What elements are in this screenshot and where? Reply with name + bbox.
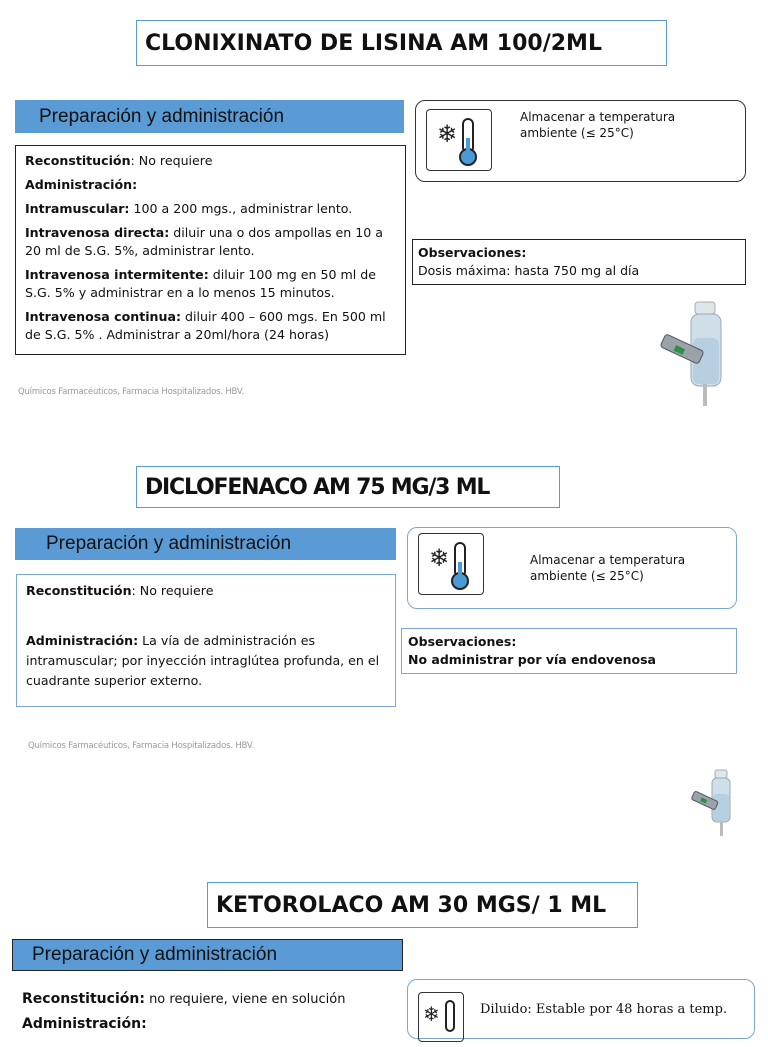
prep-header-text: Preparación y administración: [32, 944, 278, 965]
observations-box: [412, 239, 746, 285]
observations-value: Dosis máxima: hasta 750 mg al día: [418, 263, 640, 278]
prep-box: [16, 574, 396, 707]
storage-box: [415, 100, 746, 182]
vial-syringe-icon: [690, 768, 740, 838]
administration-label: Administración:: [22, 1016, 147, 1032]
prep-header-text: Preparación y administración: [46, 533, 292, 554]
im-line: Intramuscular: 100 a 200 mgs., administrar lento.: [25, 201, 353, 216]
storage-text: Diluido: Estable por 48 horas a temp.: [480, 1002, 728, 1017]
prep-box: [12, 980, 404, 1040]
ivd-line: Intravenosa directa: diluir una o dos ampollas en 10 a 20 ml de S.G. 5%, administrar lento.: [25, 225, 383, 258]
svg-text:❄: ❄: [437, 120, 458, 148]
ivc-line: Intravenosa continua: diluir 400 – 600 mgs. En 500 ml de S.G. 5% . Administrar a 20ml/hora (24 horas): [25, 309, 386, 342]
observations-box: [401, 628, 737, 674]
drug-title: [207, 882, 638, 928]
observations-label: Observaciones:: [408, 634, 517, 649]
reconstitution-line: Reconstitución: no requiere, viene en solución: [22, 991, 346, 1007]
administration-line: Administración: La vía de administración es intramuscular; por inyección intraglútea profunda, en el cuadrante superior externo.: [26, 633, 380, 688]
drug-title: [136, 466, 560, 508]
vial-syringe-icon: [655, 298, 735, 410]
drug-title: [136, 20, 667, 66]
prep-header: [12, 939, 403, 971]
svg-text:❄: ❄: [423, 1002, 440, 1026]
prep-header: [15, 528, 396, 560]
thermometer-snowflake-icon: [418, 992, 464, 1042]
thermometer-snowflake-icon: [418, 533, 484, 595]
svg-text:❄: ❄: [429, 544, 450, 572]
prep-header: [15, 100, 404, 133]
administration-label: Administración:: [25, 177, 138, 192]
storage-box: [407, 979, 755, 1039]
thermometer-snowflake-icon: [426, 109, 492, 171]
footer-credit: Químicos Farmacéuticos, Farmacia Hospitalizados. HBV.: [28, 741, 254, 751]
reconstitution-line: Reconstitución: No requiere: [26, 583, 214, 598]
drug-title-text: DICLOFENACO AM 75 MG/3 ML: [145, 474, 490, 500]
drug-title-text: CLONIXINATO DE LISINA AM 100/2ML: [145, 30, 602, 56]
observations-value: No administrar por vía endovenosa: [408, 652, 656, 667]
ivi-line: Intravenosa intermitente: diluir 100 mg en 50 ml de S.G. 5% y administrar en a lo menos 15 minutos.: [25, 267, 376, 300]
observations-label: Observaciones:: [418, 245, 527, 260]
prep-box: [15, 145, 406, 355]
footer-credit: Químicos Farmacéuticos, Farmacia Hospitalizados. HBV.: [18, 387, 244, 397]
drug-title-text: KETOROLACO AM 30 MGS/ 1 ML: [216, 892, 607, 918]
storage-text: Almacenar a temperatura ambiente (≤ 25°C): [530, 553, 686, 583]
storage-text: Almacenar a temperatura ambiente (≤ 25°C): [520, 110, 676, 140]
storage-box: [407, 527, 737, 609]
prep-header-text: Preparación y administración: [39, 105, 285, 127]
reconstitution-line: Reconstitución: No requiere: [25, 153, 213, 168]
